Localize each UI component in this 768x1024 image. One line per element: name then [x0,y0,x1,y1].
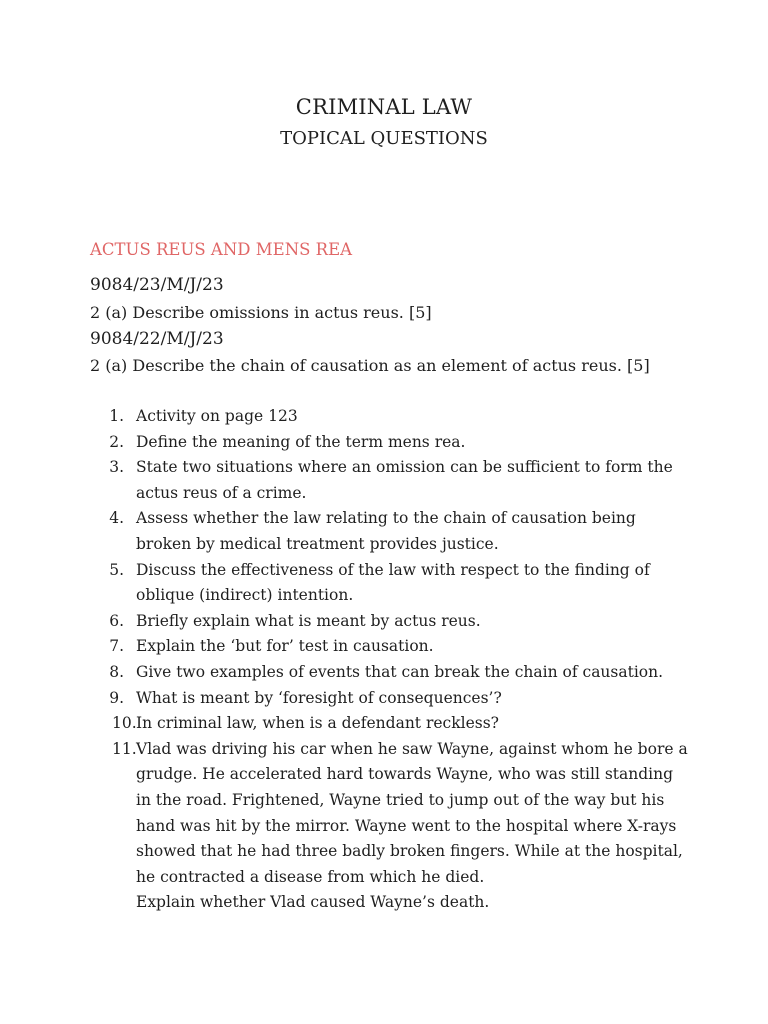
exam-code: 9084/23/M/J/23 [90,275,224,295]
question-list [90,404,690,916]
list-number: 9. [109,688,124,707]
exam-question: 2 (a) Describe the chain of causation as an element of actus reus. [5] [90,356,650,375]
list-item [90,455,690,506]
question-text: State two situations where an omission can be sufficient to form the actus reus of a crime. [136,458,673,502]
list-number: 5. [109,560,124,579]
list-item [90,558,690,609]
list-item [90,686,690,712]
question-text: Briefly explain what is meant by actus reus. [136,611,481,630]
list-number: 11. [112,739,137,758]
exam-code: 9084/22/M/J/23 [90,329,224,349]
question-text: Discuss the effectiveness of the law with respect to the finding of oblique (indirect) intention. [136,560,650,605]
list-item [90,634,690,660]
list-item [90,404,690,430]
section-heading: ACTUS REUS AND MENS REA [90,240,353,259]
question-text: In criminal law, when is a defendant reckless? [136,714,499,733]
question-text: Give two examples of events that can break the chain of causation. [136,662,664,681]
list-item [90,506,690,557]
list-item [90,737,690,916]
list-item [90,711,690,737]
question-text: What is meant by ‘foresight of consequences’? [136,688,502,707]
list-item [90,609,690,635]
page-title: CRIMINAL LAW [295,95,473,119]
list-item [90,430,690,456]
list-number: 10. [112,714,137,733]
list-number: 2. [109,432,124,451]
list-item [90,660,690,686]
question-followup: Explain whether Vlad caused Wayne’s death. [136,893,490,912]
list-number: 6. [109,611,124,630]
list-number: 8. [109,662,124,681]
list-number: 3. [109,458,124,477]
page-subtitle: TOPICAL QUESTIONS [280,128,488,149]
question-text: Define the meaning of the term mens rea. [136,432,466,451]
exam-question: 2 (a) Describe omissions in actus reus. [5] [90,303,432,322]
question-text: Explain the ‘but for’ test in causation. [136,637,434,656]
list-number: 4. [109,509,124,528]
list-number: 7. [109,637,124,656]
question-text: Vlad was driving his car when he saw Wayne, against whom he bore a grudge. He accelerated hard towards Wayne, who was still standing in the road. Frightened, Wayne tried to jump out of the way but his hand was hit by the mirror. Wayne went to the hospital where X-rays showed that he had three badly broken fingers. While at the hospital, he contracted a disease from which he died. [136,739,688,886]
list-number: 1. [109,407,124,425]
question-text: Activity on page 123 [136,407,298,425]
question-text: Assess whether the law relating to the chain of causation being broken by medical treatment provides justice. [136,509,636,553]
